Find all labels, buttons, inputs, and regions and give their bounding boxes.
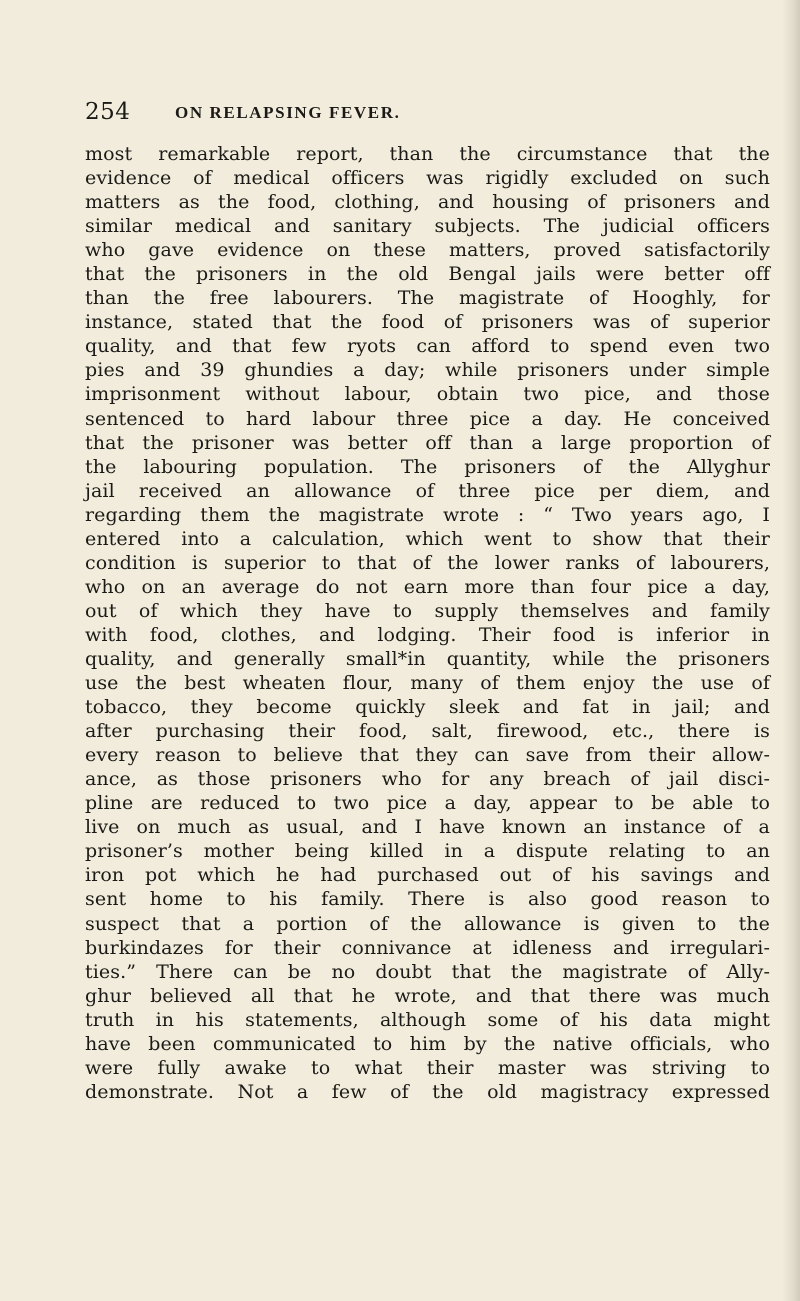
text-line: use the best wheaten flour, many of them enjoy the use of bbox=[85, 672, 770, 695]
text-line: quality, and generally small*in quantity, while the prisoners bbox=[85, 647, 770, 670]
text-line: pies and 39 ghundies a day; while prisoners under simple bbox=[85, 359, 770, 382]
text-line: than the free labourers. The magistrate of Hooghly, for bbox=[85, 287, 770, 310]
text-line: sentenced to hard labour three pice a day. He conceived bbox=[85, 407, 770, 430]
text-line: burkindazes for their connivance at idleness and irregulari- bbox=[85, 936, 770, 959]
text-line: were fully awake to what their master was striving to bbox=[85, 1056, 770, 1079]
body-text bbox=[85, 142, 770, 1104]
text-line: that the prisoners in the old Bengal jails were better off bbox=[85, 263, 770, 286]
text-line: most remarkable report, than the circumstance that the bbox=[85, 143, 770, 165]
text-line: live on much as usual, and I have known an instance of a bbox=[85, 816, 770, 839]
text-line: iron pot which he had purchased out of his savings and bbox=[85, 864, 770, 887]
text-line: jail received an allowance of three pice per diem, and bbox=[85, 479, 770, 502]
text-line: imprisonment without labour, obtain two pice, and those bbox=[85, 383, 770, 406]
text-line: ance, as those prisoners who for any breach of jail disci- bbox=[85, 768, 770, 791]
text-line: condition is superior to that of the lower ranks of labourers, bbox=[85, 551, 770, 574]
text-line: instance, stated that the food of prisoners was of superior bbox=[85, 311, 770, 334]
text-line: who gave evidence on these matters, proved satisfactorily bbox=[85, 239, 770, 262]
text-line: prisoner’s mother being killed in a dispute relating to an bbox=[85, 840, 770, 863]
text-line: matters as the food, clothing, and housing of prisoners and bbox=[85, 191, 770, 214]
text-line: evidence of medical officers was rigidly excluded on such bbox=[85, 167, 770, 190]
text-line: every reason to believe that they can save from their allow- bbox=[85, 744, 770, 767]
text-line: have been communicated to him by the native officials, who bbox=[85, 1032, 770, 1055]
text-line: entered into a calculation, which went to show that their bbox=[85, 527, 770, 550]
text-line: with food, clothes, and lodging. Their food is inferior in bbox=[85, 623, 770, 646]
text-line: truth in his statements, although some of his data might bbox=[85, 1008, 770, 1031]
text-line: ties.” There can be no doubt that the magistrate of Ally- bbox=[85, 960, 770, 983]
text-line: who on an average do not earn more than four pice a day, bbox=[85, 575, 770, 598]
text-line: suspect that a portion of the allowance is given to the bbox=[85, 912, 770, 935]
text-line: that the prisoner was better off than a large proportion of bbox=[85, 431, 770, 454]
page-number: 254 bbox=[85, 99, 131, 125]
running-head bbox=[85, 97, 765, 127]
text-line: quality, and that few ryots can afford to spend even two bbox=[85, 335, 770, 358]
text-line: demonstrate. Not a few of the old magistracy expressed bbox=[85, 1080, 770, 1103]
text-line: ghur believed all that he wrote, and that there was much bbox=[85, 984, 770, 1007]
text-line: tobacco, they become quickly sleek and fat in jail; and bbox=[85, 696, 770, 719]
text-line: regarding them the magistrate wrote : “ Two years ago, I bbox=[85, 503, 770, 526]
text-line: sent home to his family. There is also good reason to bbox=[85, 888, 770, 911]
page-edge-shadow bbox=[782, 0, 800, 1301]
text-line: similar medical and sanitary subjects. The judicial officers bbox=[85, 215, 770, 238]
text-line: after purchasing their food, salt, firewood, etc., there is bbox=[85, 720, 770, 743]
text-line: the labouring population. The prisoners of the Allyghur bbox=[85, 455, 770, 478]
text-line: out of which they have to supply themselves and family bbox=[85, 599, 770, 622]
text-line: pline are reduced to two pice a day, appear to be able to bbox=[85, 792, 770, 815]
running-title: ON RELAPSING FEVER. bbox=[175, 103, 401, 122]
